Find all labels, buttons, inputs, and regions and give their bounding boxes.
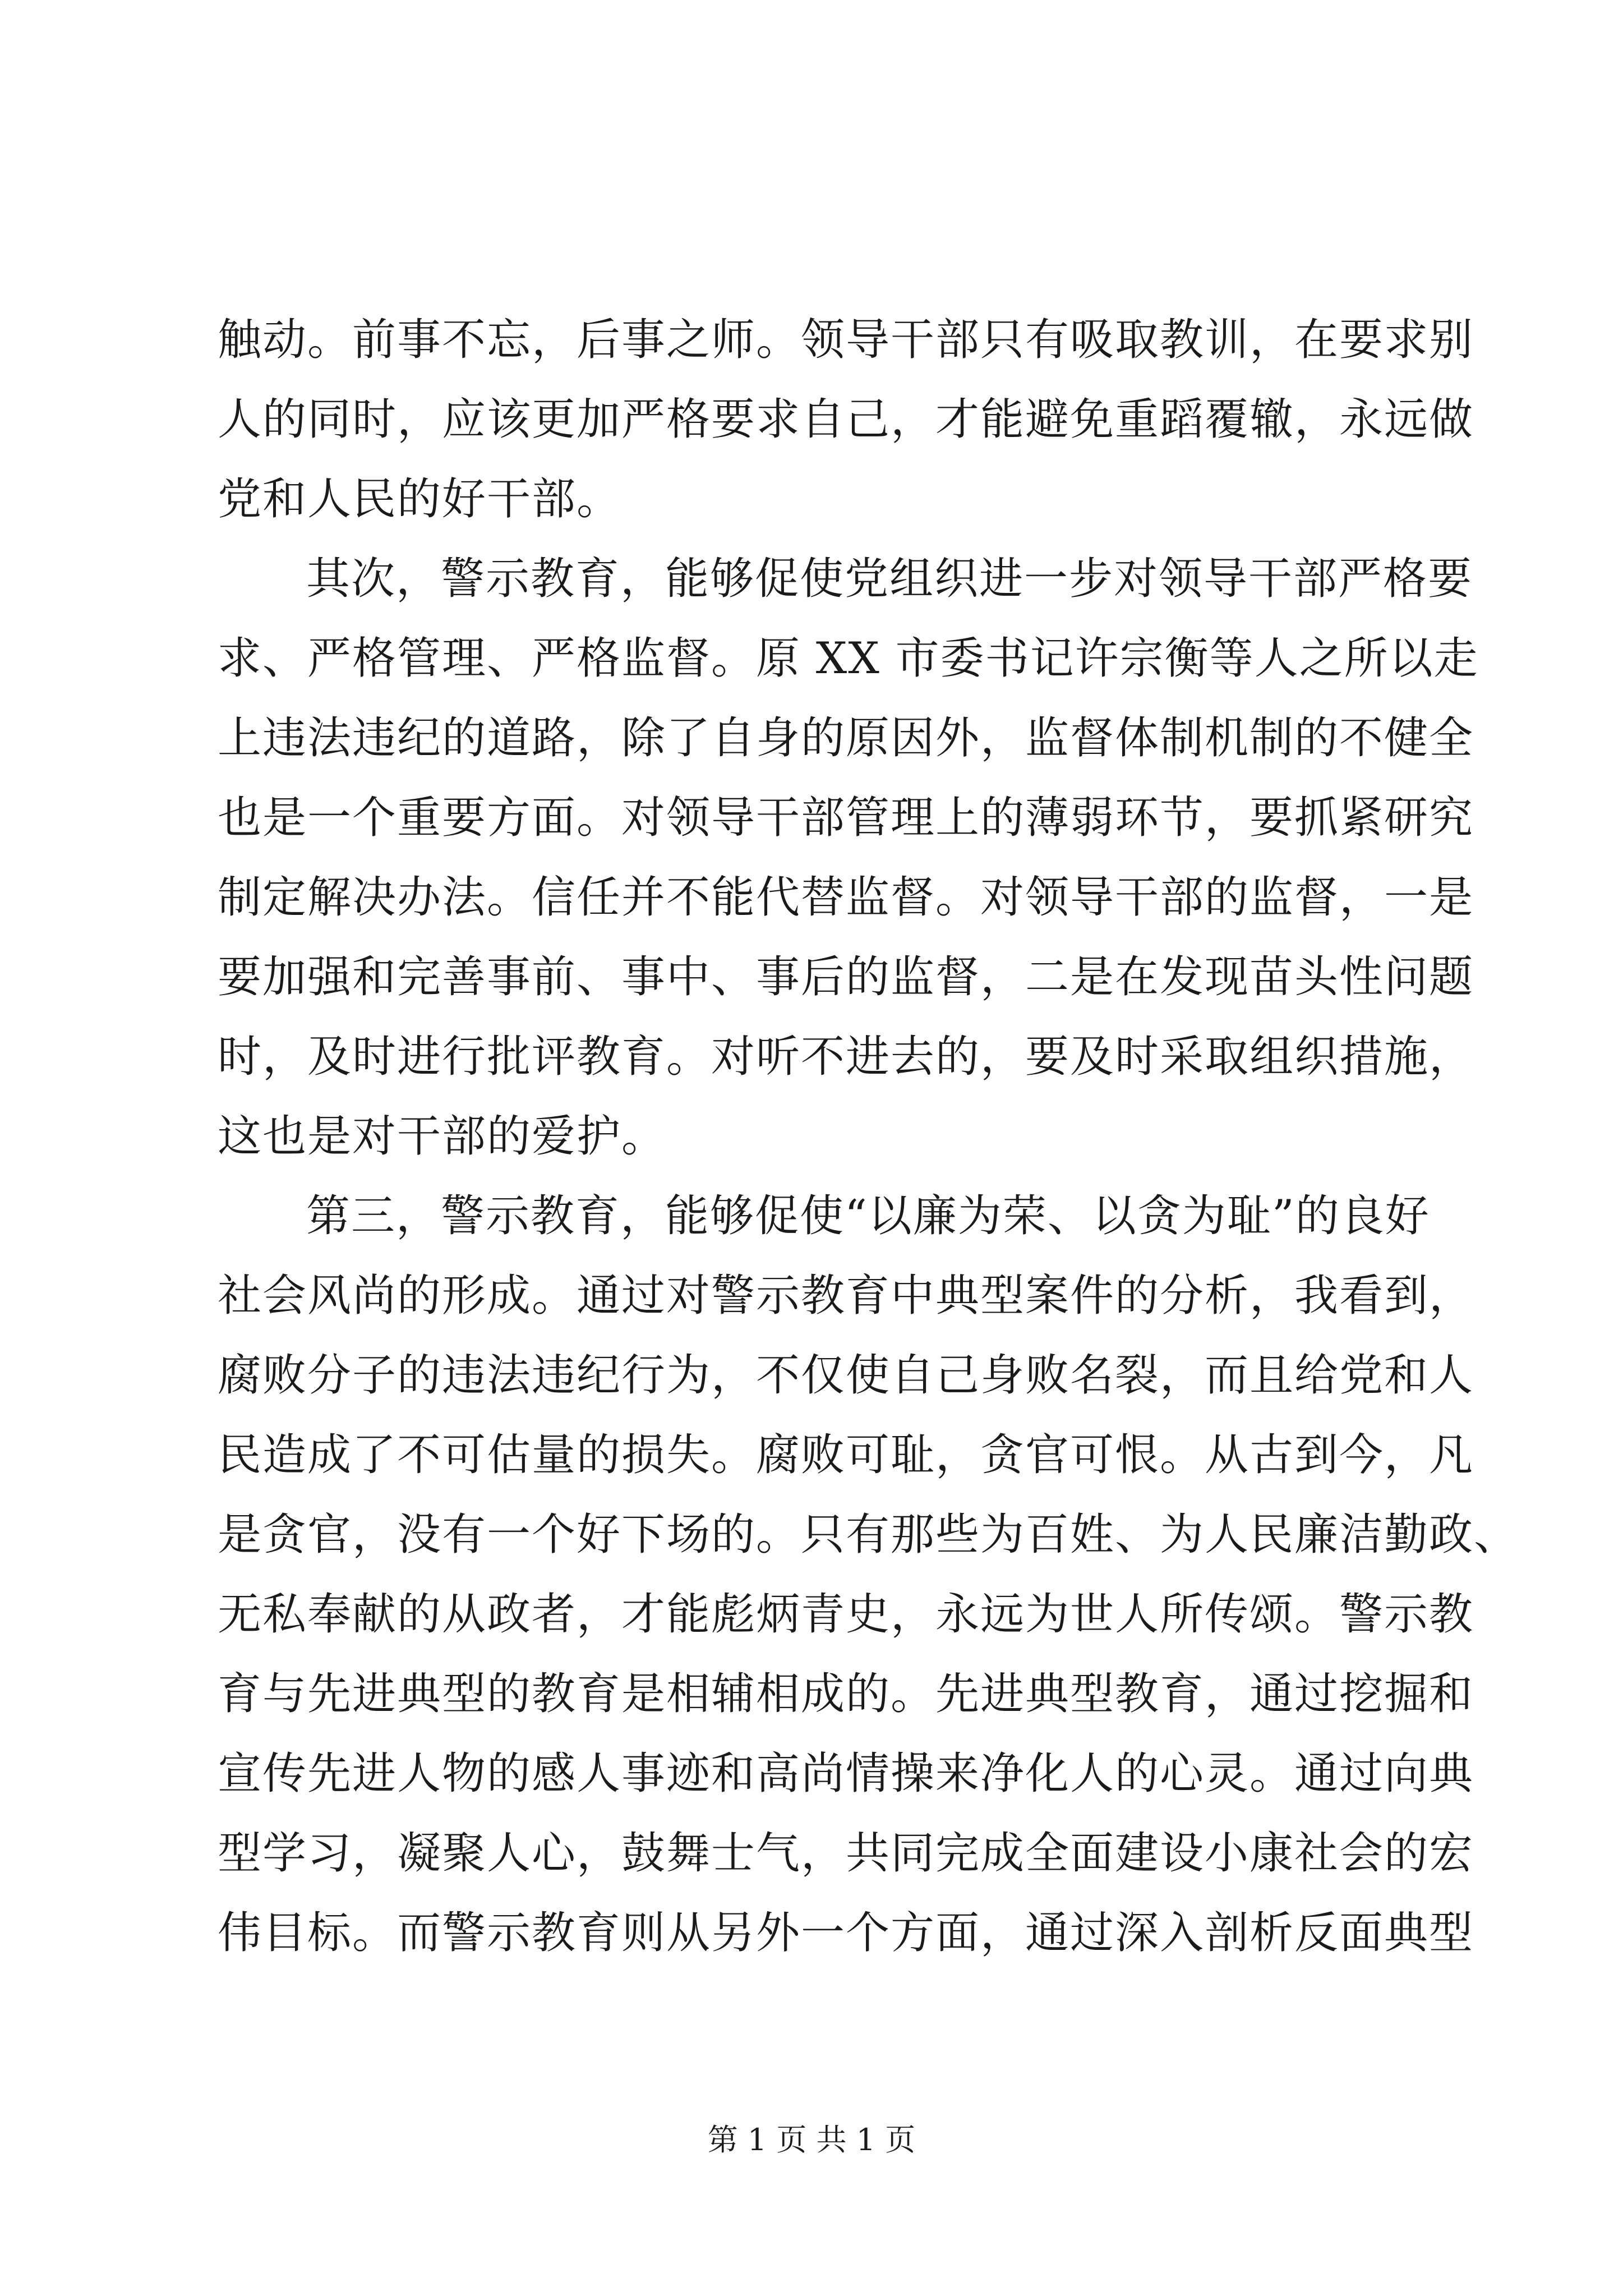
text-line: 民造成了不可估量的损失。腐败可耻，贪官可恨。从古到今，凡 [218, 1430, 1474, 1480]
text-line: 是贪官，没有一个好下场的。只有那些为百姓、为人民廉洁勤政、 [218, 1510, 1519, 1560]
page-footer: 第 1 页 共 1 页 [707, 2122, 916, 2157]
text-line: 人的同时，应该更加严格要求自己，才能避免重蹈覆辙，永远做 [218, 394, 1474, 445]
document-body [218, 300, 1519, 1973]
text-line: 这也是对干部的爱护。 [218, 1111, 667, 1162]
text-line: 伟目标。而警示教育则从另外一个方面，通过深入剖析反面典型 [218, 1908, 1474, 1958]
text-line: 触动。前事不忘，后事之师。领导干部只有吸取教训，在要求别 [218, 315, 1474, 365]
text-line: 社会风尚的形成。通过对警示教育中典型案件的分析，我看到， [218, 1271, 1474, 1321]
text-line: 制定解决办法。信任并不能代替监督。对领导干部的监督，一是 [218, 872, 1474, 923]
paragraph-first-line: 第三，警示教育，能够促使“以廉为荣、以贪为耻”的良好 [306, 1191, 1430, 1241]
text-line: 时，及时进行批评教育。对听不进去的，要及时采取组织措施， [218, 1032, 1474, 1082]
text-line: 求、严格管理、严格监督。原 XX 市委书记许宗衡等人之所以走 [218, 633, 1479, 684]
text-line: 宣传先进人物的感人事迹和高尚情操来净化人的心灵。通过向典 [218, 1749, 1474, 1799]
text-line: 腐败分子的违法违纪行为，不仅使自己身败名裂，而且给党和人 [218, 1350, 1474, 1401]
text-line: 无私奉献的从政者，才能彪炳青史，永远为世人所传颂。警示教 [218, 1589, 1474, 1640]
text-line: 型学习，凝聚人心，鼓舞士气，共同完成全面建设小康社会的宏 [218, 1828, 1474, 1879]
text-line: 也是一个重要方面。对领导干部管理上的薄弱环节，要抓紧研究 [218, 793, 1474, 843]
text-line: 上违法违纪的道路，除了自身的原因外，监督体制机制的不健全 [218, 713, 1474, 763]
text-line: 育与先进典型的教育是相辅相成的。先进典型教育，通过挖掘和 [218, 1669, 1474, 1719]
text-line: 要加强和完善事前、事中、事后的监督，二是在发现苗头性问题 [218, 952, 1474, 1002]
text-line: 党和人民的好干部。 [218, 474, 622, 524]
paragraph-first-line: 其次，警示教育，能够促使党组织进一步对领导干部严格要 [306, 554, 1473, 604]
